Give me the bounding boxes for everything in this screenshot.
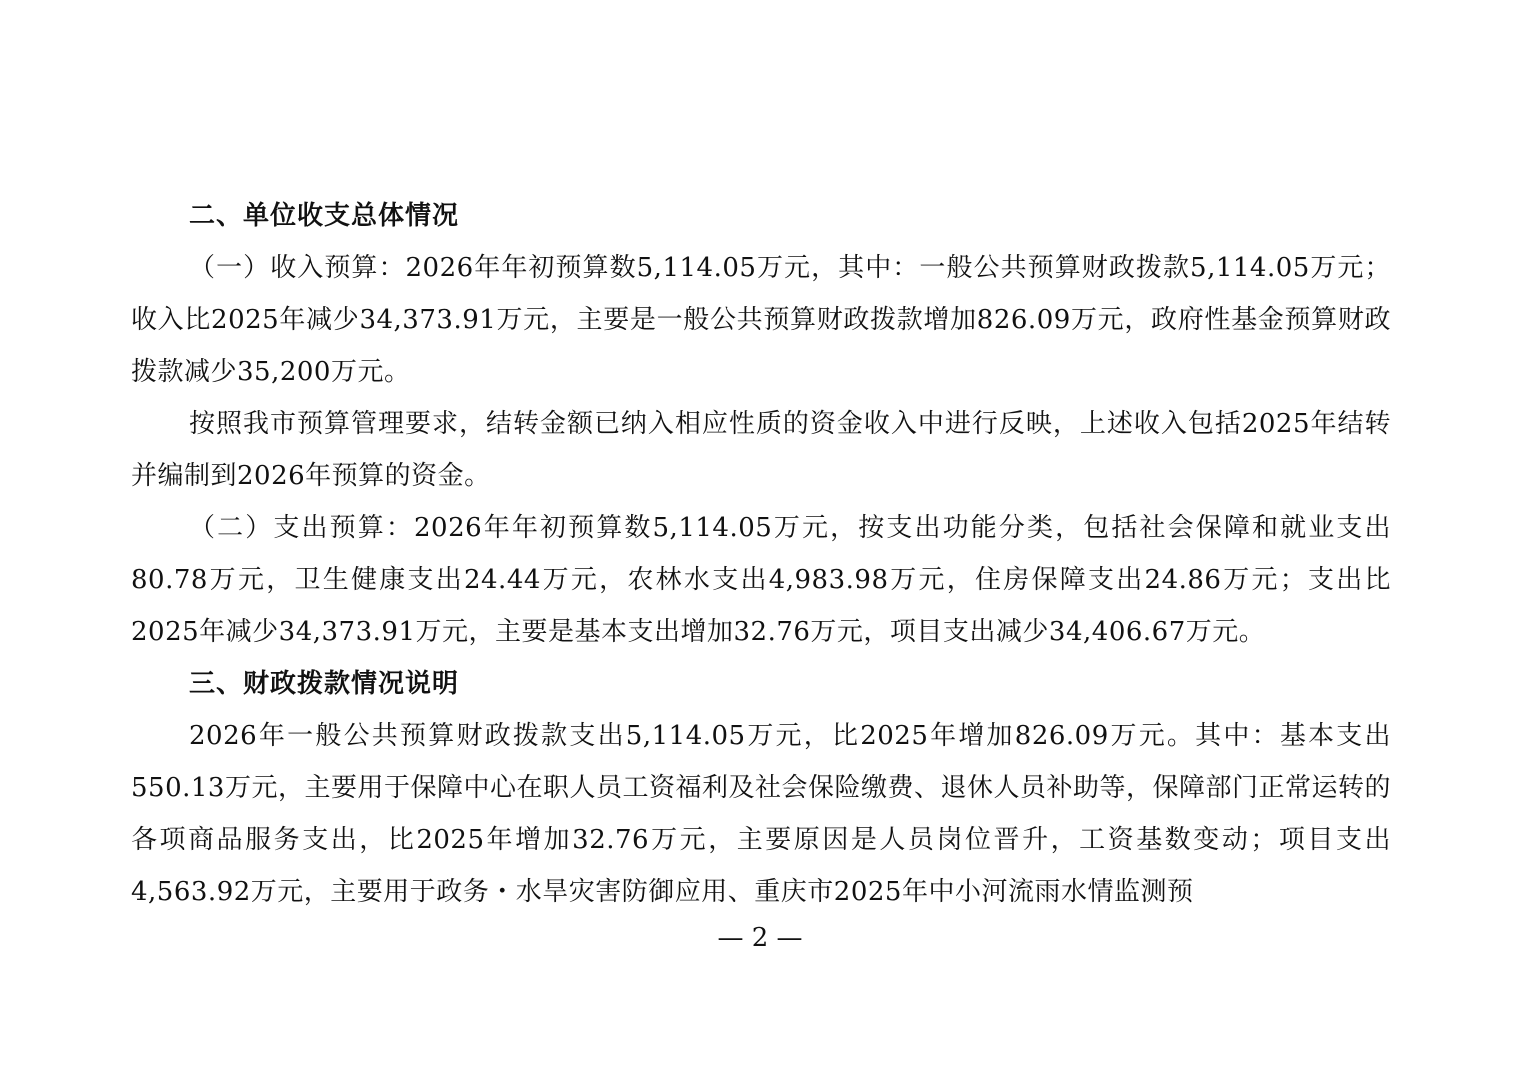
page-number: — 2 —: [717, 923, 803, 953]
section-heading-3: 三、财政拨款情况说明: [189, 669, 460, 699]
expense-budget-paragraph: （二）支出预算：2026年年初预算数5,114.05万元，按支出功能分类，包括社会保障和就业支出80.78万元，卫生健康支出24.44万元，农林水支出4,983.98万元，住房保障支出24.86万元；支出比2025年减少34,373.91万元，主要是基本支出增加32.76万元，项目支出减少34,406.67万元。: [131, 513, 1391, 647]
income-budget-paragraph: （一）收入预算：2026年年初预算数5,114.05万元，其中：一般公共预算财政拨款5,114.05万元；收入比2025年减少34,373.91万元，主要是一般公共预算财政拨款增加826.09万元，政府性基金预算财政拨款减少35,200万元。: [131, 253, 1391, 387]
document-body: [131, 190, 1391, 918]
carryover-paragraph: 按照我市预算管理要求，结转金额已纳入相应性质的资金收入中进行反映，上述收入包括2025年结转并编制到2026年预算的资金。: [131, 409, 1391, 491]
section-heading-2: 二、单位收支总体情况: [189, 201, 460, 231]
appropriation-paragraph: 2026年一般公共预算财政拨款支出5,114.05万元，比2025年增加826.09万元。其中：基本支出550.13万元，主要用于保障中心在职人员工资福利及社会保险缴费、退休人员补助等，保障部门正常运转的各项商品服务支出，比2025年增加32.76万元，主要原因是人员岗位晋升，工资基数变动；项目支出4,563.92万元，主要用于政务・水旱灾害防御应用、重庆市2025年中小河流雨水情监测预: [131, 721, 1391, 907]
